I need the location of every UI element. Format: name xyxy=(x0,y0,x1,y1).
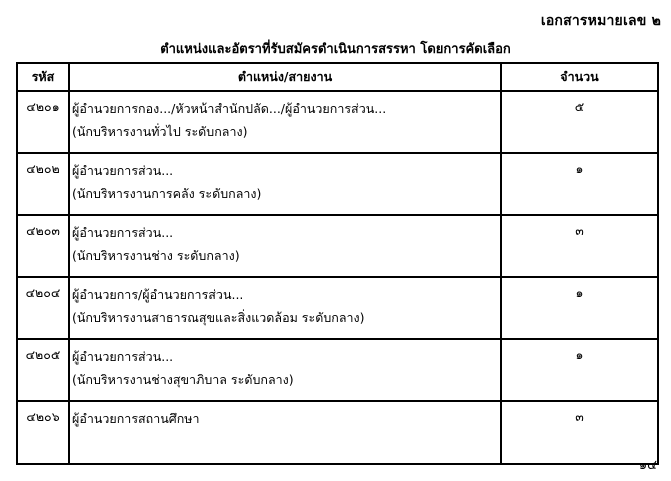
document-title: ตำแหน่งและอัตราที่รับสมัครดำเนินการสรรหา โดยการคัดเลือก xyxy=(160,42,511,57)
table-header-row xyxy=(17,63,658,91)
header-count: จำนวน xyxy=(501,63,658,91)
table-row xyxy=(17,215,658,277)
table-row xyxy=(17,91,658,153)
row-count: ๑ xyxy=(501,277,658,339)
position-line: (นักบริหารงานช่างสุขาภิบาล ระดับกลาง) xyxy=(72,372,294,387)
row-position xyxy=(69,91,501,153)
position-line: (นักบริหารงานการคลัง ระดับกลาง) xyxy=(72,186,262,201)
row-count: ๑ xyxy=(501,153,658,215)
row-position xyxy=(69,277,501,339)
positions-table xyxy=(16,62,659,465)
row-position xyxy=(69,215,501,277)
table-row xyxy=(17,277,658,339)
table-row xyxy=(17,339,658,401)
header-position: ตำแหน่ง/สายงาน xyxy=(69,63,501,91)
row-position xyxy=(69,401,501,464)
page-number: ๑๔ xyxy=(638,458,657,473)
position-title: ผู้อำนวยการ/ผู้อำนวยการส่วน... xyxy=(72,287,244,302)
position-title: ผู้อำนวยการส่วน... xyxy=(72,225,174,240)
position-title: ผู้อำนวยการส่วน... xyxy=(72,349,174,364)
row-count: ๕ xyxy=(501,91,658,153)
position-line: (นักบริหารงานช่าง ระดับกลาง) xyxy=(72,248,240,263)
position-title: ผู้อำนวยการส่วน... xyxy=(72,163,174,178)
position-title: ผู้อำนวยการสถานศึกษา xyxy=(72,411,200,426)
position-line: (นักบริหารงานสาธารณสุขและสิ่งแวดล้อม ระดับกลาง) xyxy=(72,310,365,325)
position-title: ผู้อำนวยการกอง.../หัวหน้าสำนักปลัด.../ผู้อำนวยการส่วน... xyxy=(72,101,387,116)
row-position xyxy=(69,153,501,215)
row-code: ๔๒๐๑ xyxy=(17,91,69,153)
row-count: ๑ xyxy=(501,339,658,401)
table-row xyxy=(17,153,658,215)
row-position xyxy=(69,339,501,401)
row-code: ๔๒๐๒ xyxy=(17,153,69,215)
row-code: ๔๒๐๖ xyxy=(17,401,69,464)
row-count: ๓ xyxy=(501,401,658,464)
row-code: ๔๒๐๓ xyxy=(17,215,69,277)
row-code: ๔๒๐๔ xyxy=(17,277,69,339)
document-reference: เอกสารหมายเลข ๒ xyxy=(540,13,661,29)
header-code: รหัส xyxy=(17,63,69,91)
table-row xyxy=(17,401,658,464)
row-code: ๔๒๐๕ xyxy=(17,339,69,401)
position-line: (นักบริหารงานทั่วไป ระดับกลาง) xyxy=(72,124,248,139)
row-count: ๓ xyxy=(501,215,658,277)
